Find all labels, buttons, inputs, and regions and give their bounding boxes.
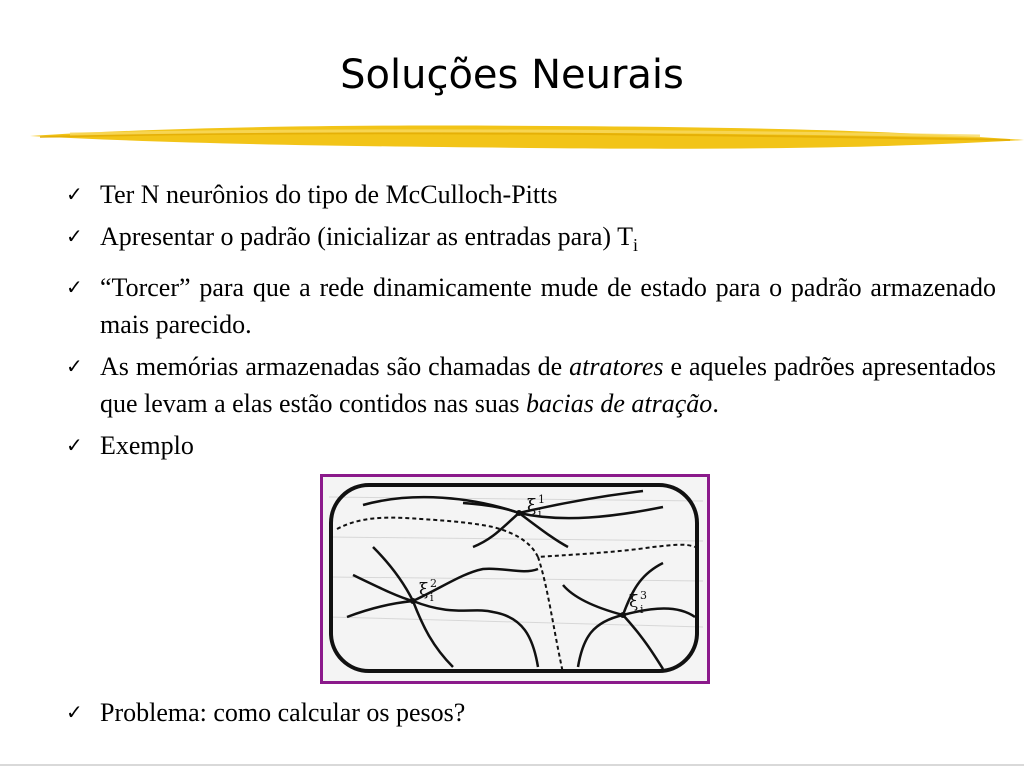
bullet-item	[66, 427, 996, 464]
attractor-label-1-sub: i	[538, 507, 542, 520]
checkmark-icon: ✓	[66, 433, 83, 457]
bullet-text: “Torcer” para que a rede dinamicamente mude de estado para o padrão armazenado mais parecido.	[100, 273, 996, 339]
checkmark-icon: ✓	[66, 275, 83, 299]
emphasis-bacias: bacias de atração	[526, 389, 713, 418]
footer-divider	[0, 764, 1024, 766]
bullet-item	[66, 348, 996, 422]
bullet-item	[66, 269, 996, 343]
bullet-item	[66, 218, 996, 264]
checkmark-icon: ✓	[66, 700, 83, 724]
attractor-label-1-sup: 1	[538, 493, 545, 506]
bullet-list	[66, 176, 996, 727]
bullet-text-pre: As memórias armazenadas são chamadas de	[100, 352, 570, 381]
bullet-text: Problema: como calcular os pesos?	[100, 698, 466, 727]
checkmark-icon: ✓	[66, 182, 83, 206]
checkmark-icon: ✓	[66, 354, 83, 378]
attractor-label-1: ξ	[527, 496, 537, 516]
attractor-label-3-sup: 3	[640, 589, 647, 602]
bullet-text: Apresentar o padrão (inicializar as entradas para) T	[100, 222, 633, 251]
attractor-basin-figure	[320, 474, 710, 684]
basin-diagram	[323, 477, 707, 681]
attractor-label-2-sup: 2	[430, 577, 437, 590]
emphasis-atratores: atratores	[569, 352, 664, 381]
bullet-text: Exemplo	[100, 431, 194, 460]
bullet-item	[66, 694, 996, 731]
bullet-text-post: .	[712, 389, 719, 418]
attractor-label-3-sub: i	[640, 603, 644, 616]
bullet-item	[66, 176, 996, 213]
attractor-label-2: ξ	[419, 580, 429, 600]
checkmark-icon: ✓	[66, 224, 83, 248]
attractor-label-3: ξ	[629, 592, 639, 612]
subscript: i	[632, 235, 638, 255]
slide-title: Soluções Neurais	[340, 52, 684, 98]
title-underline-stroke	[30, 118, 1024, 158]
bullet-text-mid: e aqueles padrões apresentados que levam a elas estão contidos nas suas	[100, 352, 996, 418]
bullet-text: Ter N neurônios do tipo de McCulloch-Pitts	[100, 180, 558, 209]
attractor-label-2-sub: i	[430, 591, 434, 604]
